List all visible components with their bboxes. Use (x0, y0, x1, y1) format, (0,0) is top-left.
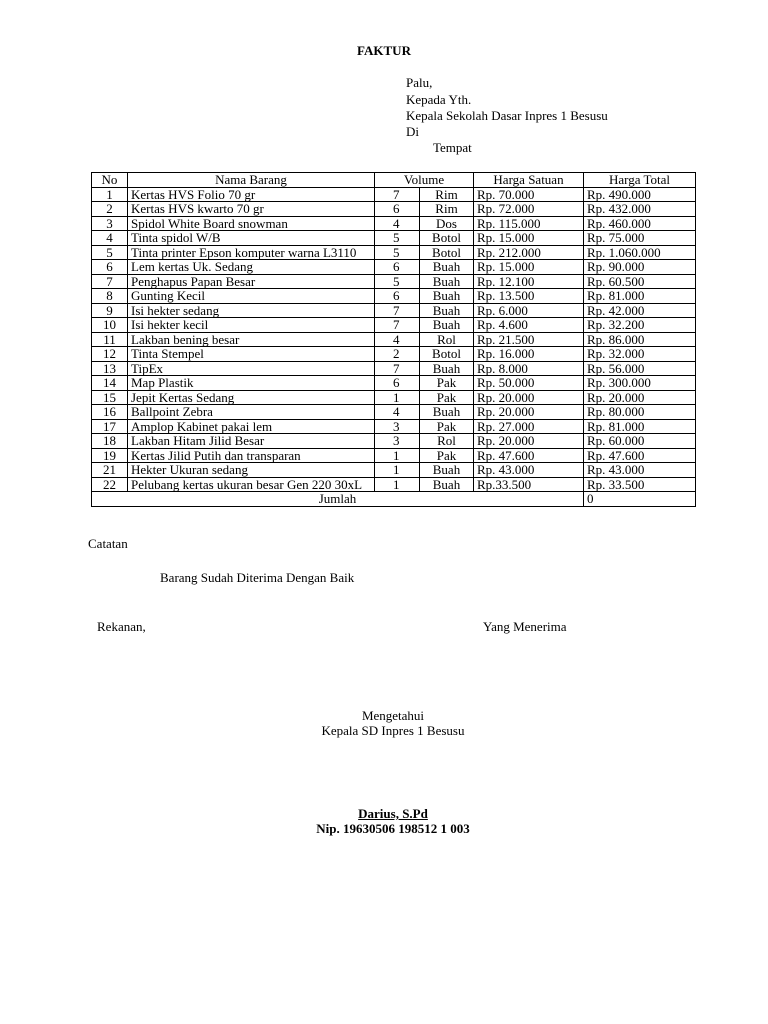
row-total: Rp. 32.000 (584, 347, 696, 362)
row-qty: 5 (375, 245, 420, 260)
row-name: Tinta spidol W/B (128, 231, 375, 246)
row-unit: Buah (420, 318, 474, 333)
row-qty: 7 (375, 318, 420, 333)
row-qty: 7 (375, 187, 420, 202)
row-total: Rp. 90.000 (584, 260, 696, 275)
row-no: 21 (92, 463, 128, 478)
address-recipient: Kepala Sekolah Dasar Inpres 1 Besusu (406, 108, 608, 123)
row-no: 19 (92, 448, 128, 463)
row-name: Gunting Kecil (128, 289, 375, 304)
row-price: Rp.33.500 (474, 477, 584, 492)
row-no: 18 (92, 434, 128, 449)
row-no: 6 (92, 260, 128, 275)
row-no: 22 (92, 477, 128, 492)
row-total: Rp. 60.500 (584, 274, 696, 289)
row-qty: 1 (375, 477, 420, 492)
table-row (92, 318, 696, 333)
row-total: Rp. 43.000 (584, 463, 696, 478)
row-name: Amplop Kabinet pakai lem (128, 419, 375, 434)
signature-block (0, 806, 768, 821)
row-unit: Rol (420, 332, 474, 347)
row-unit: Buah (420, 303, 474, 318)
table-row (92, 376, 696, 391)
row-no: 13 (92, 361, 128, 376)
row-unit: Botol (420, 231, 474, 246)
row-total: Rp. 86.000 (584, 332, 696, 347)
row-qty: 7 (375, 361, 420, 376)
row-name: Jepit Kertas Sedang (128, 390, 375, 405)
row-qty: 1 (375, 448, 420, 463)
row-unit: Buah (420, 463, 474, 478)
row-price: Rp. 6.000 (474, 303, 584, 318)
row-name: TipEx (128, 361, 375, 376)
row-no: 12 (92, 347, 128, 362)
address-to: Kepada Yth. (406, 92, 472, 107)
table-row (92, 303, 696, 318)
row-price: Rp. 20.000 (474, 405, 584, 420)
row-no: 8 (92, 289, 128, 304)
table-row (92, 448, 696, 463)
row-name: Pelubang kertas ukuran besar Gen 220 30xL (128, 477, 375, 492)
partner-label: Rekanan, (97, 619, 146, 634)
address-place: Palu, (406, 75, 433, 90)
row-price: Rp. 12.100 (474, 274, 584, 289)
row-no: 15 (92, 390, 128, 405)
header-no: No (92, 173, 128, 188)
row-price: Rp. 4.600 (474, 318, 584, 333)
row-price: Rp. 50.000 (474, 376, 584, 391)
table-row (92, 347, 696, 362)
row-price: Rp. 27.000 (474, 419, 584, 434)
address-location: Tempat (433, 140, 472, 155)
row-name: Lakban Hitam Jilid Besar (128, 434, 375, 449)
row-name: Lem kertas Uk. Sedang (128, 260, 375, 275)
row-name: Ballpoint Zebra (128, 405, 375, 420)
row-name: Isi hekter kecil (128, 318, 375, 333)
headmaster-title: Kepala SD Inpres 1 Besusu (321, 723, 465, 738)
row-price: Rp. 212.000 (474, 245, 584, 260)
row-price: Rp. 72.000 (474, 202, 584, 217)
table-row (92, 405, 696, 420)
row-unit: Buah (420, 361, 474, 376)
row-unit: Buah (420, 260, 474, 275)
row-price: Rp. 20.000 (474, 390, 584, 405)
row-unit: Pak (420, 376, 474, 391)
row-price: Rp. 20.000 (474, 434, 584, 449)
row-unit: Botol (420, 347, 474, 362)
row-price: Rp. 47.600 (474, 448, 584, 463)
row-total: Rp. 81.000 (584, 289, 696, 304)
row-total: Rp. 20.000 (584, 390, 696, 405)
address-at: Di (406, 124, 419, 139)
row-total: Rp. 47.600 (584, 448, 696, 463)
headmaster-name: Darius, S.Pd (358, 806, 428, 821)
row-name: Tinta Stempel (128, 347, 375, 362)
row-no: 16 (92, 405, 128, 420)
row-name: Map Plastik (128, 376, 375, 391)
row-name: Lakban bening besar (128, 332, 375, 347)
row-name: Penghapus Papan Besar (128, 274, 375, 289)
row-total: Rp. 80.000 (584, 405, 696, 420)
table-row (92, 260, 696, 275)
row-unit: Pak (420, 390, 474, 405)
row-price: Rp. 21.500 (474, 332, 584, 347)
row-qty: 6 (375, 202, 420, 217)
table-row (92, 477, 696, 492)
row-no: 5 (92, 245, 128, 260)
row-no: 14 (92, 376, 128, 391)
row-total: Rp. 1.060.000 (584, 245, 696, 260)
row-qty: 3 (375, 419, 420, 434)
acknowledge-label: Mengetahui (361, 708, 425, 723)
row-unit: Botol (420, 245, 474, 260)
row-qty: 6 (375, 260, 420, 275)
row-price: Rp. 15.000 (474, 260, 584, 275)
row-qty: 5 (375, 274, 420, 289)
row-unit: Pak (420, 448, 474, 463)
table-header-row (92, 173, 696, 188)
row-total: Rp. 490.000 (584, 187, 696, 202)
row-qty: 6 (375, 376, 420, 391)
row-no: 10 (92, 318, 128, 333)
row-total: Rp. 432.000 (584, 202, 696, 217)
row-price: Rp. 13.500 (474, 289, 584, 304)
row-no: 2 (92, 202, 128, 217)
table-row (92, 361, 696, 376)
table-row (92, 434, 696, 449)
sum-value: 0 (584, 492, 696, 507)
row-name: Kertas Jilid Putih dan transparan (128, 448, 375, 463)
row-unit: Buah (420, 405, 474, 420)
table-row (92, 187, 696, 202)
row-unit: Rim (420, 187, 474, 202)
row-name: Kertas HVS Folio 70 gr (128, 187, 375, 202)
row-unit: Buah (420, 477, 474, 492)
row-total: Rp. 42.000 (584, 303, 696, 318)
row-price: Rp. 8.000 (474, 361, 584, 376)
row-price: Rp. 15.000 (474, 231, 584, 246)
sum-row (92, 492, 696, 507)
row-name: Hekter Ukuran sedang (128, 463, 375, 478)
header-unit-price: Harga Satuan (474, 173, 584, 188)
row-qty: 4 (375, 332, 420, 347)
row-unit: Buah (420, 274, 474, 289)
table-row (92, 202, 696, 217)
row-qty: 1 (375, 463, 420, 478)
row-total: Rp. 33.500 (584, 477, 696, 492)
row-unit: Buah (420, 289, 474, 304)
row-no: 1 (92, 187, 128, 202)
table-row (92, 231, 696, 246)
row-qty: 6 (375, 289, 420, 304)
row-price: Rp. 115.000 (474, 216, 584, 231)
table-row (92, 463, 696, 478)
header-total: Harga Total (584, 173, 696, 188)
row-unit: Rol (420, 434, 474, 449)
row-unit: Dos (420, 216, 474, 231)
row-price: Rp. 16.000 (474, 347, 584, 362)
table-row (92, 245, 696, 260)
row-no: 4 (92, 231, 128, 246)
row-no: 11 (92, 332, 128, 347)
row-unit: Rim (420, 202, 474, 217)
receiver-label: Yang Menerima (483, 619, 567, 634)
row-qty: 1 (375, 390, 420, 405)
table-row (92, 332, 696, 347)
row-qty: 4 (375, 405, 420, 420)
row-total: Rp. 32.200 (584, 318, 696, 333)
document-title: FAKTUR (357, 43, 411, 58)
row-qty: 7 (375, 303, 420, 318)
items-table (91, 172, 696, 507)
row-no: 9 (92, 303, 128, 318)
row-qty: 4 (375, 216, 420, 231)
row-qty: 3 (375, 434, 420, 449)
row-qty: 5 (375, 231, 420, 246)
row-name: Kertas HVS kwarto 70 gr (128, 202, 375, 217)
row-total: Rp. 75.000 (584, 231, 696, 246)
row-name: Isi hekter sedang (128, 303, 375, 318)
row-no: 7 (92, 274, 128, 289)
notes-label: Catatan (88, 536, 128, 551)
row-qty: 2 (375, 347, 420, 362)
header-volume: Volume (375, 173, 474, 188)
row-name: Spidol White Board snowman (128, 216, 375, 231)
table-row (92, 289, 696, 304)
row-no: 17 (92, 419, 128, 434)
row-price: Rp. 70.000 (474, 187, 584, 202)
row-total: Rp. 81.000 (584, 419, 696, 434)
table-row (92, 274, 696, 289)
table-row (92, 216, 696, 231)
row-total: Rp. 56.000 (584, 361, 696, 376)
row-no: 3 (92, 216, 128, 231)
row-unit: Pak (420, 419, 474, 434)
headmaster-nip: Nip. 19630506 198512 1 003 (316, 821, 470, 836)
row-total: Rp. 460.000 (584, 216, 696, 231)
header-name: Nama Barang (128, 173, 375, 188)
row-total: Rp. 300.000 (584, 376, 696, 391)
received-text: Barang Sudah Diterima Dengan Baik (160, 570, 355, 585)
row-price: Rp. 43.000 (474, 463, 584, 478)
table-row (92, 390, 696, 405)
row-total: Rp. 60.000 (584, 434, 696, 449)
table-row (92, 419, 696, 434)
sum-label: Jumlah (92, 492, 584, 507)
row-name: Tinta printer Epson komputer warna L3110 (128, 245, 375, 260)
